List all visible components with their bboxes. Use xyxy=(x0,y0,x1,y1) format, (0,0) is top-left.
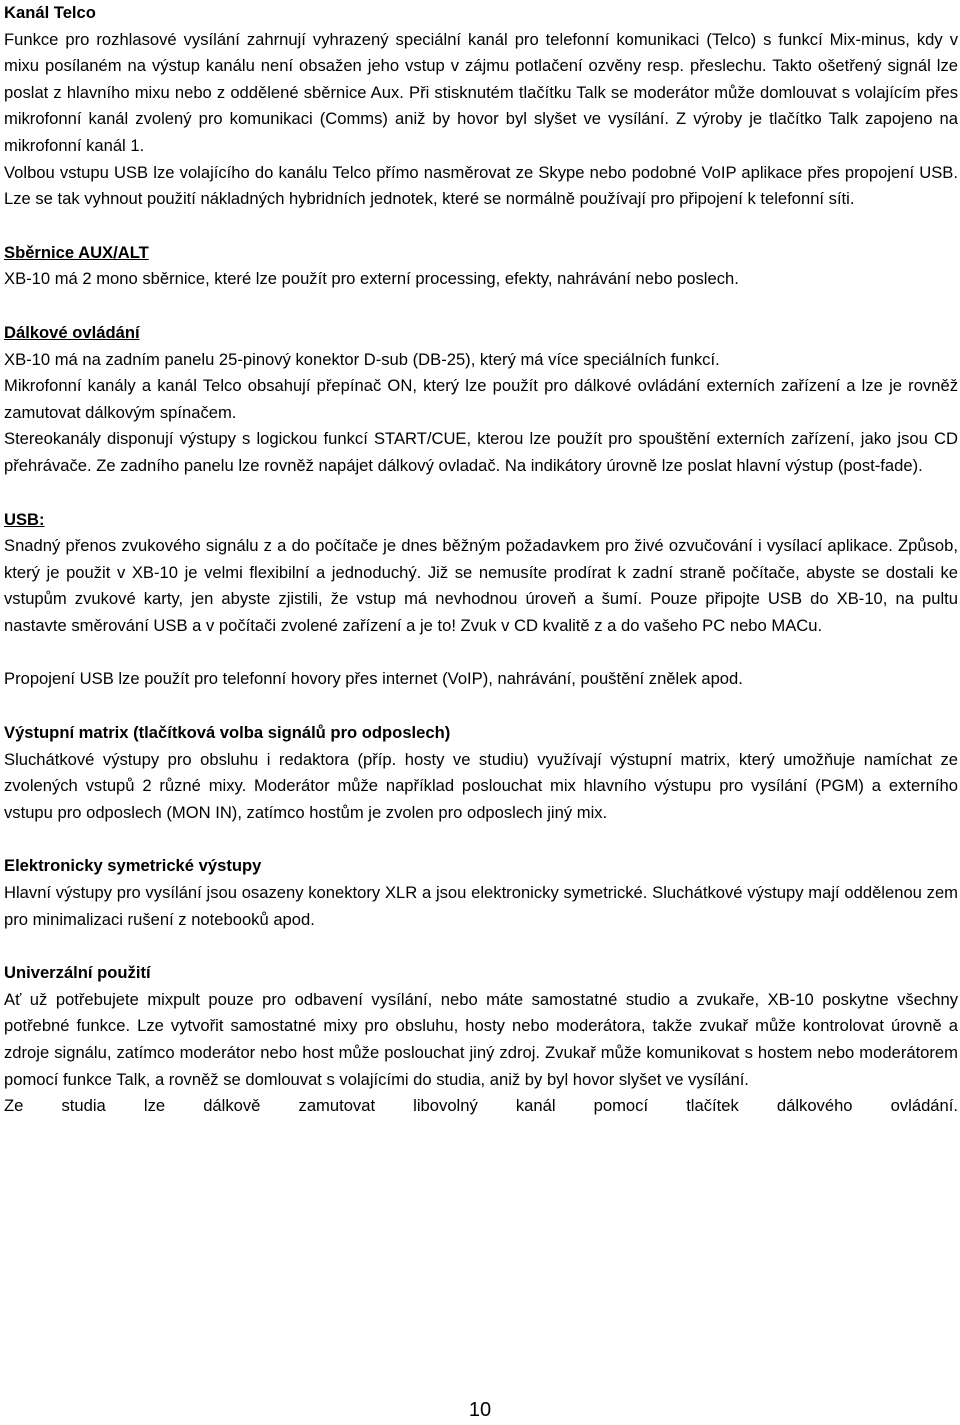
paragraph-remote-mic: Mikrofonní kanály a kanál Telco obsahují přepínač ON, který lze použít pro dálkové ovládání externích zařízení a lze je rovněž zamutovat dálkovým spínačem. xyxy=(4,376,958,422)
section-usb xyxy=(4,507,958,694)
page-number: 10 xyxy=(468,1399,492,1421)
paragraph-balanced: Hlavní výstupy pro vysílání jsou osazeny konektory XLR a jsou elektronicky symetrické. Sluchátkové výstupy mají oddělenou zem pro minimalizaci rušení z notebooků apod. xyxy=(4,883,958,929)
section-heading-universal: Univerzální použití xyxy=(4,963,151,983)
paragraph-telco-function: Funkce pro rozhlasové vysílání zahrnují vyhrazený speciální kanál pro telefonní komunikaci (Telco) s funkcí Mix-minus, kdy v mixu posílaném na výstup kanálu není obsažen jeho vstup v zájmu potlačení ozvěny resp. přeslechu. Takto ošetřený signál lze poslat z hlavního mixu nebo z oddělené sběrnice Aux. Při stisknutém tlačítku Talk se moderátor může domlouvat s volajícím přes mikrofonní kanál zvolený pro komunikaci (Comms) aniž by hovor byl slyšet ve vysílání. Z výroby je tlačítko Talk zapojeno na mikrofonní kanál 1. xyxy=(4,29,958,155)
paragraph-remote-connector: XB-10 má na zadním panelu 25-pinový konektor D-sub (DB-25), který má více speciálních funkcí. xyxy=(4,349,720,369)
section-balanced xyxy=(4,853,958,933)
paragraph-remote-stereo: Stereokanály disponují výstupy s logickou funkcí START/CUE, kterou lze použít pro spouštění externích zařízení, jako jsou CD přehrávače. Ze zadního panelu lze rovněž napájet dálkový ovladač. Na indikátory úrovně lze poslat hlavní výstup (post-fade). xyxy=(4,429,958,475)
section-matrix xyxy=(4,720,958,826)
document-page xyxy=(4,0,958,1120)
spacer xyxy=(4,293,958,320)
spacer xyxy=(4,480,958,507)
section-aux xyxy=(4,240,958,293)
paragraph-aux: XB-10 má 2 mono sběrnice, které lze použít pro externí processing, efekty, nahrávání nebo poslech. xyxy=(4,269,739,289)
section-heading-remote: Dálkové ovládání xyxy=(4,322,140,342)
section-heading-telco: Kanál Telco xyxy=(4,3,96,22)
paragraph-usb-transfer: Snadný přenos zvukového signálu z a do počítače je dnes běžným požadavkem pro živé ozvučování i vysílací aplikace. Způsob, který je použit v XB-10 je velmi flexibilní a jednoduchý. Již se nemusíte prodírat k zadní straně počítače, abyste se dostali ke vstupům zvukové karty, jen abyste zjistili, že vstup má nevhodnou úroveň a šumí. Pouze připojte USB do XB-10, na pultu nastavte směrování USB a v počítači zvolené zařízení a je to! Zvuk v CD kvalitě z a do vašeho PC nebo MACu. xyxy=(4,536,958,635)
section-remote xyxy=(4,320,958,480)
section-universal xyxy=(4,960,958,1120)
paragraph-universal-remote: Ze studia lze dálkově zamutovat libovolný kanál pomocí tlačítek dálkového ovládání. xyxy=(4,1096,958,1116)
paragraph-usb-voip: Propojení USB lze použít pro telefonní hovory přes internet (VoIP), nahrávání, pouštění znělek apod. xyxy=(4,669,743,689)
section-heading-aux: Sběrnice AUX/ALT xyxy=(4,242,149,262)
paragraph-matrix: Sluchátkové výstupy pro obsluhu i redaktora (příp. hosty ve studiu) využívají výstupní matrix, který umožňuje namíchat ze zvolených vstupů 2 různé mixy. Moderátor může například poslouchat mix hlavního výstupu pro vysílání (PGM) a externího vstupu pro odposlech (MON IN), zatímco hostům je zvolen pro odposlech jiný mix. xyxy=(4,749,958,822)
spacer xyxy=(4,933,958,960)
spacer xyxy=(4,639,958,666)
section-heading-balanced: Elektronicky symetrické výstupy xyxy=(4,856,262,876)
spacer xyxy=(4,213,958,240)
section-heading-matrix: Výstupní matrix (tlačítková volba signálů pro odposlech) xyxy=(4,723,451,743)
paragraph-universal-functions: Ať už potřebujete mixpult pouze pro odbavení vysílání, nebo máte samostatné studio a zvukaře, XB-10 poskytne všechny potřebné funkce. Lze vytvořit samostatné mixy pro obsluhu, hosty nebo moderátora, takže zvukař může kontrolovat úrovně a zdroje signálu, zatímco moderátor nebo host může poslouchat jiný zdroj. Zvukař může komunikovat s hostem nebo moderátorem pomocí funkce Talk, a rovněž se domlouvat s volajícími do studia, aniž by byl hovor slyšet ve vysílání. xyxy=(4,989,958,1089)
section-telco xyxy=(4,0,958,213)
section-heading-usb: USB: xyxy=(4,509,45,529)
spacer xyxy=(4,826,958,853)
spacer xyxy=(4,693,958,720)
paragraph-telco-usb: Volbou vstupu USB lze volajícího do kanálu Telco přímo nasměrovat ze Skype nebo podobné VoIP aplikace přes propojení USB. Lze se tak vyhnout použití nákladných hybridních jednotek, které se normálně používají pro připojení k telefonní síti. xyxy=(4,162,958,209)
